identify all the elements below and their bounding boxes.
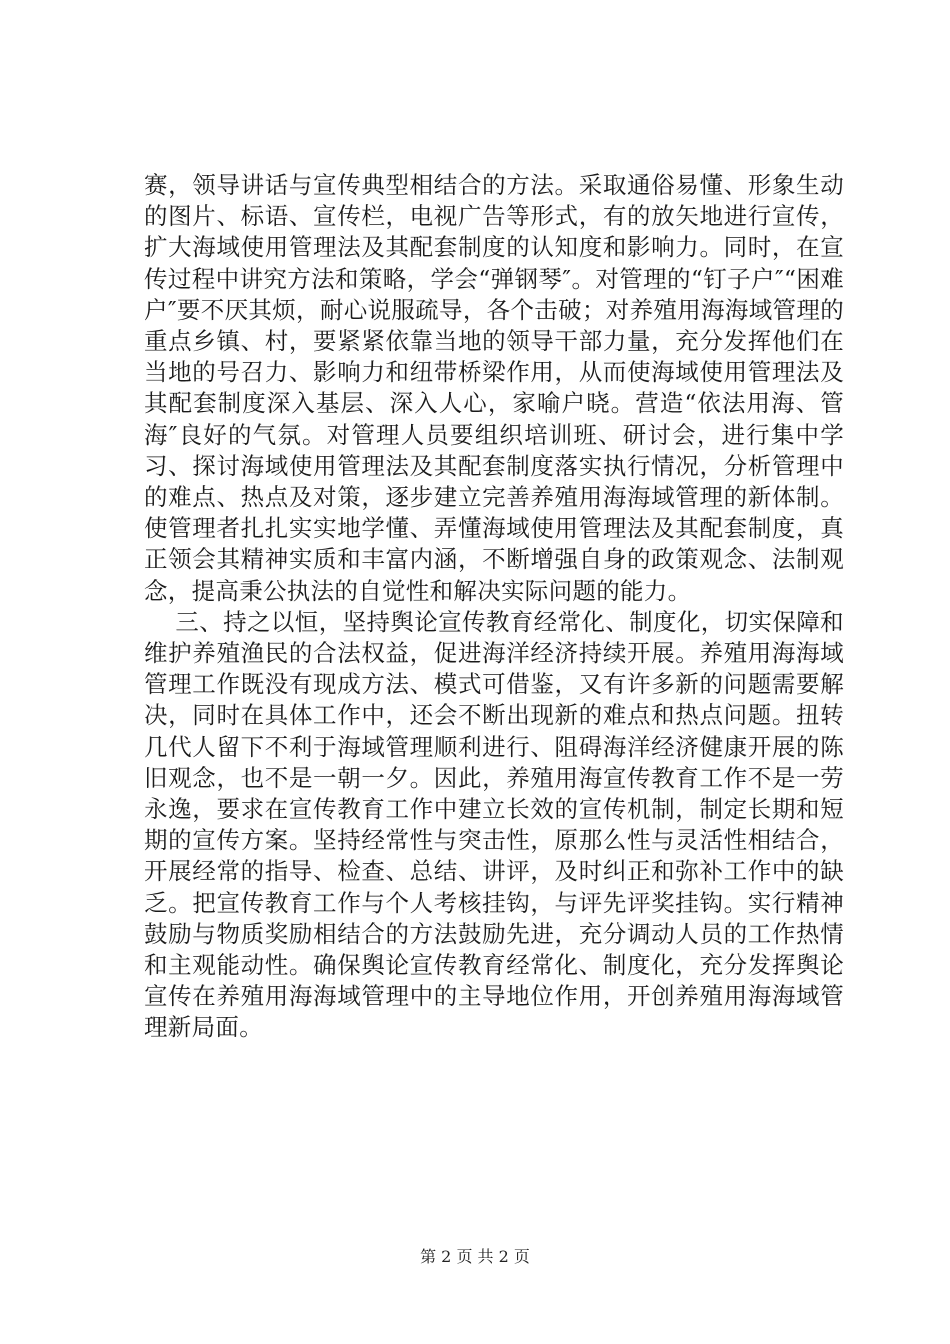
page-footer: 第 2 页 共 2 页 (420, 1247, 530, 1266)
paragraph-2: 三、持之以恒，坚持舆论宣传教育经常化、制度化，切实保障和维护养殖渔民的合法权益，促进海洋经济持续开展。养殖用海海域管理工作既没有现成方法、模式可借鉴，又有许多新的问题需要解决，同时在具体工作中，还会不断出现新的难点和热点问题。扭转几代人留下不利于海域管理顺利进行、阻碍海洋经济健康开展的陈旧观念，也不是一朝一夕。因此，养殖用海宣传教育工作不是一劳永逸，要求在宣传教育工作中建立长效的宣传机制，制定长期和短期的宣传方案。坚持经常性与突击性，原那么性与灵活性相结合，开展经常的指导、检查、总结、讲评，及时纠正和弥补工作中的缺乏。把宣传教育工作与个人考核挂钩，与评先评奖挂钩。实行精神鼓励与物质奖励相结合的方法鼓励先进，充分调动人员的工作热情和主观能动性。确保舆论宣传教育经常化、制度化，充分发挥舆论宣传在养殖用海海域管理中的主导地位作用，开创养殖用海海域管理新局面。 (144, 607, 844, 1042)
document-body (144, 170, 844, 1044)
paragraph-1: 赛，领导讲话与宣传典型相结合的方法。采取通俗易懂、形象生动的图片、标语、宣传栏，电视广告等形式，有的放矢地进行宣传，扩大海域使用管理法及其配套制度的认知度和影响力。同时，在宣传过程中讲究方法和策略，学会“弹钢琴″。对管理的“钉子户″“困难户″要不厌其烦，耐心说服疏导，各个击破；对养殖用海海域管理的重点乡镇、村，要紧紧依靠当地的领导干部力量，充分发挥他们在当地的号召力、影响力和纽带桥梁作用，从而使海域使用管理法及其配套制度深入基层、深入人心，家喻户晓。营造“依法用海、管海″良好的气氛。对管理人员要组织培训班、研讨会，进行集中学习、探讨海域使用管理法及其配套制度落实执行情况，分析管理中的难点、热点及对策，逐步建立完善养殖用海海域管理的新体制。使管理者扎扎实实地学懂、弄懂海域使用管理法及其配套制度，真正领会其精神实质和丰富内涵，不断增强自身的政策观念、法制观念，提高秉公执法的自觉性和解决实际问题的能力。 (144, 171, 844, 605)
